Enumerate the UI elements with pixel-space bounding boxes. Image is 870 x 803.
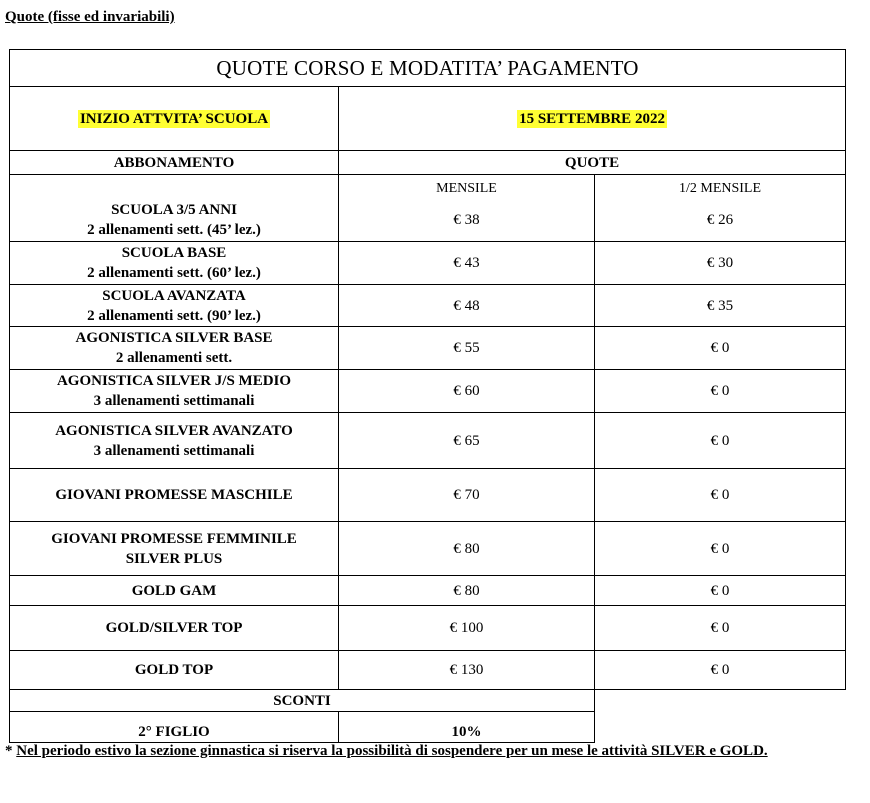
table-row [10, 522, 846, 576]
start-label-cell [10, 87, 339, 151]
price-mensile: € 65 [339, 413, 595, 469]
price-half: € 26 [706, 212, 734, 228]
price-half: € 0 [595, 327, 846, 370]
sconti-empty [595, 712, 846, 743]
row-detail: 3 allenamenti settimanali [93, 442, 255, 459]
price-half: € 0 [595, 413, 846, 469]
row-name-cell [10, 606, 339, 651]
row-detail: 2 allenamenti sett. (90’ lez.) [87, 307, 261, 324]
row-name: GOLD GAM [131, 582, 217, 599]
table-row [10, 285, 846, 327]
start-date: 15 SETTEMBRE 2022 [519, 110, 665, 127]
footnote-star: * [5, 743, 13, 759]
row-name-cell [10, 327, 339, 370]
fees-table [9, 49, 846, 743]
table-title: QUOTE CORSO E MODATITA’ PAGAMENTO [10, 50, 846, 87]
row-name: SCUOLA BASE [121, 245, 227, 261]
row-name: AGONISTICA SILVER AVANZATO [55, 422, 293, 439]
row-name-cell [10, 576, 339, 606]
price-mensile: € 70 [339, 469, 595, 522]
row-detail: 2 allenamenti sett. (60’ lez.) [87, 265, 261, 281]
price-mensile: € 100 [339, 606, 595, 651]
table-row [10, 651, 846, 690]
row-detail: 2 allenamenti sett. (45’ lez.) [87, 222, 261, 238]
subheader-half: 1/2 MENSILE [678, 181, 762, 196]
table-row [10, 576, 846, 606]
row-name: SCUOLA 3/5 ANNI [111, 202, 237, 218]
price-half: € 30 [595, 242, 846, 285]
price-half: € 0 [595, 651, 846, 690]
sconti-name: 2° FIGLIO [10, 712, 339, 743]
row-name-cell [10, 175, 339, 242]
table-row [10, 370, 846, 413]
footnote-text: Nel periodo estivo la sezione ginnastica si riserva la possibilità di sospendere per un mese le attività SILVER e GOLD. [16, 743, 768, 759]
sconti-header [10, 690, 595, 712]
price-half: € 35 [595, 285, 846, 327]
row-name: GIOVANI PROMESSE FEMMINILE [51, 530, 297, 547]
sconti-blank [595, 690, 846, 712]
row-name: GOLD TOP [134, 662, 214, 678]
price-mensile: € 130 [339, 651, 595, 690]
row-name-cell [10, 413, 339, 469]
row-name: GOLD/SILVER TOP [105, 620, 243, 636]
price-mensile: € 80 [339, 522, 595, 576]
sconti-label: SCONTI [273, 692, 331, 709]
table-row [10, 175, 846, 242]
start-date-cell [339, 87, 846, 151]
page-heading: Quote (fisse ed invariabili) [5, 9, 175, 25]
row-name: AGONISTICA SILVER J/S MEDIO [56, 373, 292, 389]
price-half: € 0 [595, 576, 846, 606]
row-name-cell [10, 469, 339, 522]
row-name-cell [10, 651, 339, 690]
row-detail: 3 allenamenti settimanali [93, 393, 255, 409]
mensile-cell [339, 175, 595, 242]
row-name: AGONISTICA SILVER BASE [75, 330, 273, 346]
table-row [10, 469, 846, 522]
row-name: GIOVANI PROMESSE MASCHILE [55, 487, 293, 503]
price-half: € 0 [595, 606, 846, 651]
row-name: SCUOLA AVANZATA [102, 287, 246, 304]
price-mensile: € 48 [339, 285, 595, 327]
row-detail: SILVER PLUS [125, 550, 223, 567]
sconti-value: 10% [339, 712, 595, 743]
price-mensile: € 55 [339, 327, 595, 370]
price-mensile: € 43 [339, 242, 595, 285]
price-mensile: € 80 [339, 576, 595, 606]
table-row [10, 606, 846, 651]
footnote [5, 741, 845, 762]
table-row [10, 242, 846, 285]
row-name-cell [10, 285, 339, 327]
price-mensile: € 38 [453, 212, 480, 228]
table-row [10, 327, 846, 370]
row-name-cell [10, 370, 339, 413]
table-row [10, 413, 846, 469]
start-label: INIZIO ATTVITA’ SCUOLA [79, 110, 269, 127]
header-quote: QUOTE [339, 151, 846, 175]
row-detail: 2 allenamenti sett. [115, 350, 233, 366]
price-mensile: € 60 [339, 370, 595, 413]
half-cell [595, 175, 846, 242]
header-abbonamento: ABBONAMENTO [10, 151, 339, 175]
row-name-cell [10, 242, 339, 285]
price-half: € 0 [595, 469, 846, 522]
subheader-mensile: MENSILE [436, 181, 497, 196]
row-name-cell [10, 522, 339, 576]
price-half: € 0 [595, 522, 846, 576]
price-half: € 0 [595, 370, 846, 413]
